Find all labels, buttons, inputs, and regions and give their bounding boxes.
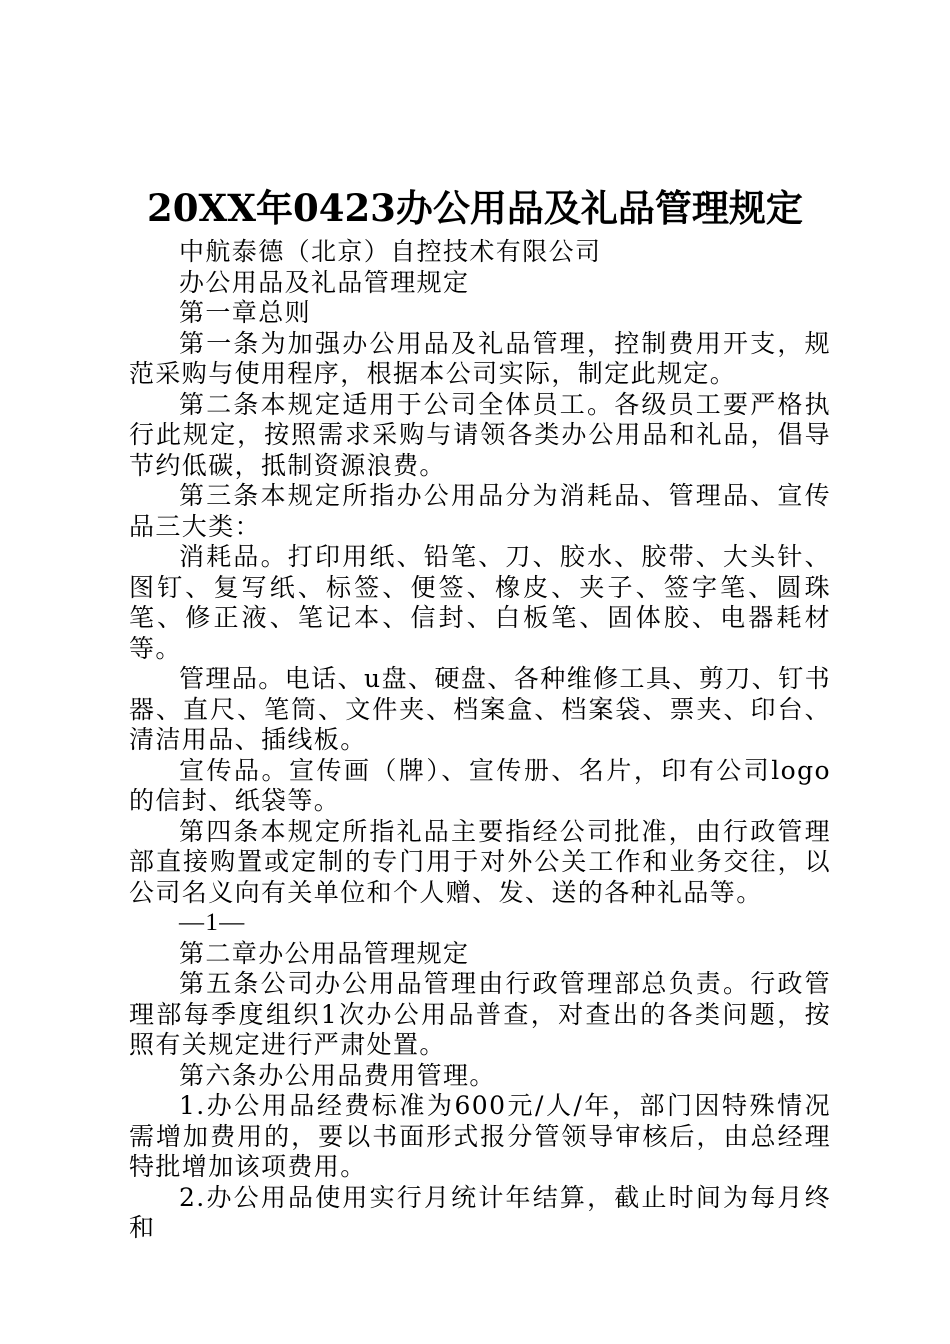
document-title: 20XX年0423办公用品及礼品管理规定 bbox=[147, 186, 803, 230]
chapter-heading-1: 第一章总则 bbox=[179, 298, 312, 327]
document-body bbox=[129, 237, 831, 1244]
article-6-item-1: 1.办公用品经费标准为600元/人/年，部门因特殊情况需增加费用的，要以书面形式报分管领导审核后，由总经理特批增加该项费用。 bbox=[129, 1091, 831, 1181]
article-2: 第二条本规定适用于公司全体员工。各级员工要严格执行此规定，按照需求采购与请领各类办公用品和礼品，倡导节约低碳，抵制资源浪费。 bbox=[129, 389, 831, 480]
article-3: 第三条本规定所指办公用品分为消耗品、管理品、宣传品三大类： bbox=[129, 481, 831, 541]
paragraph-promotional-items: 宣传品。宣传画（牌）、宣传册、名片，印有公司logo的信封、纸袋等。 bbox=[129, 755, 831, 815]
article-5: 第五条公司办公用品管理由行政管理部总负责。行政管理部每季度组织1次办公用品普查，对查出的各类问题，按照有关规定进行严肃处置。 bbox=[129, 969, 831, 1059]
chapter-heading-2: 第二章办公用品管理规定 bbox=[179, 938, 470, 968]
article-6-item-2: 2.办公用品使用实行月统计年结算，截止时间为每月终和 bbox=[129, 1182, 831, 1242]
page-number: —1— bbox=[179, 909, 246, 936]
paragraph-company-name: 中航泰德（北京）自控技术有限公司 bbox=[179, 237, 602, 266]
paragraph-consumables: 消耗品。打印用纸、铅笔、刀、胶水、胶带、大头针、图钉、复写纸、标签、便签、橡皮、夹子、签字笔、圆珠笔、修正液、笔记本、信封、白板笔、固体胶、电器耗材等。 bbox=[129, 542, 831, 663]
article-6: 第六条办公用品费用管理。 bbox=[179, 1060, 496, 1090]
article-4: 第四条本规定所指礼品主要指经公司批准，由行政管理部直接购置或定制的专门用于对外公关工作和业务交往，以公司名义向有关单位和个人赠、发、送的各种礼品等。 bbox=[129, 816, 831, 907]
paragraph-subtitle: 办公用品及礼品管理规定 bbox=[179, 267, 470, 297]
article-1: 第一条为加强办公用品及礼品管理，控制费用开支，规范采购与使用程序，根据本公司实际，制定此规定。 bbox=[129, 328, 831, 388]
paragraph-management-items: 管理品。电话、u盘、硬盘、各种维修工具、剪刀、钉书器、直尺、笔筒、文件夹、档案盒、档案袋、票夹、印台、清洁用品、插线板。 bbox=[129, 664, 831, 754]
